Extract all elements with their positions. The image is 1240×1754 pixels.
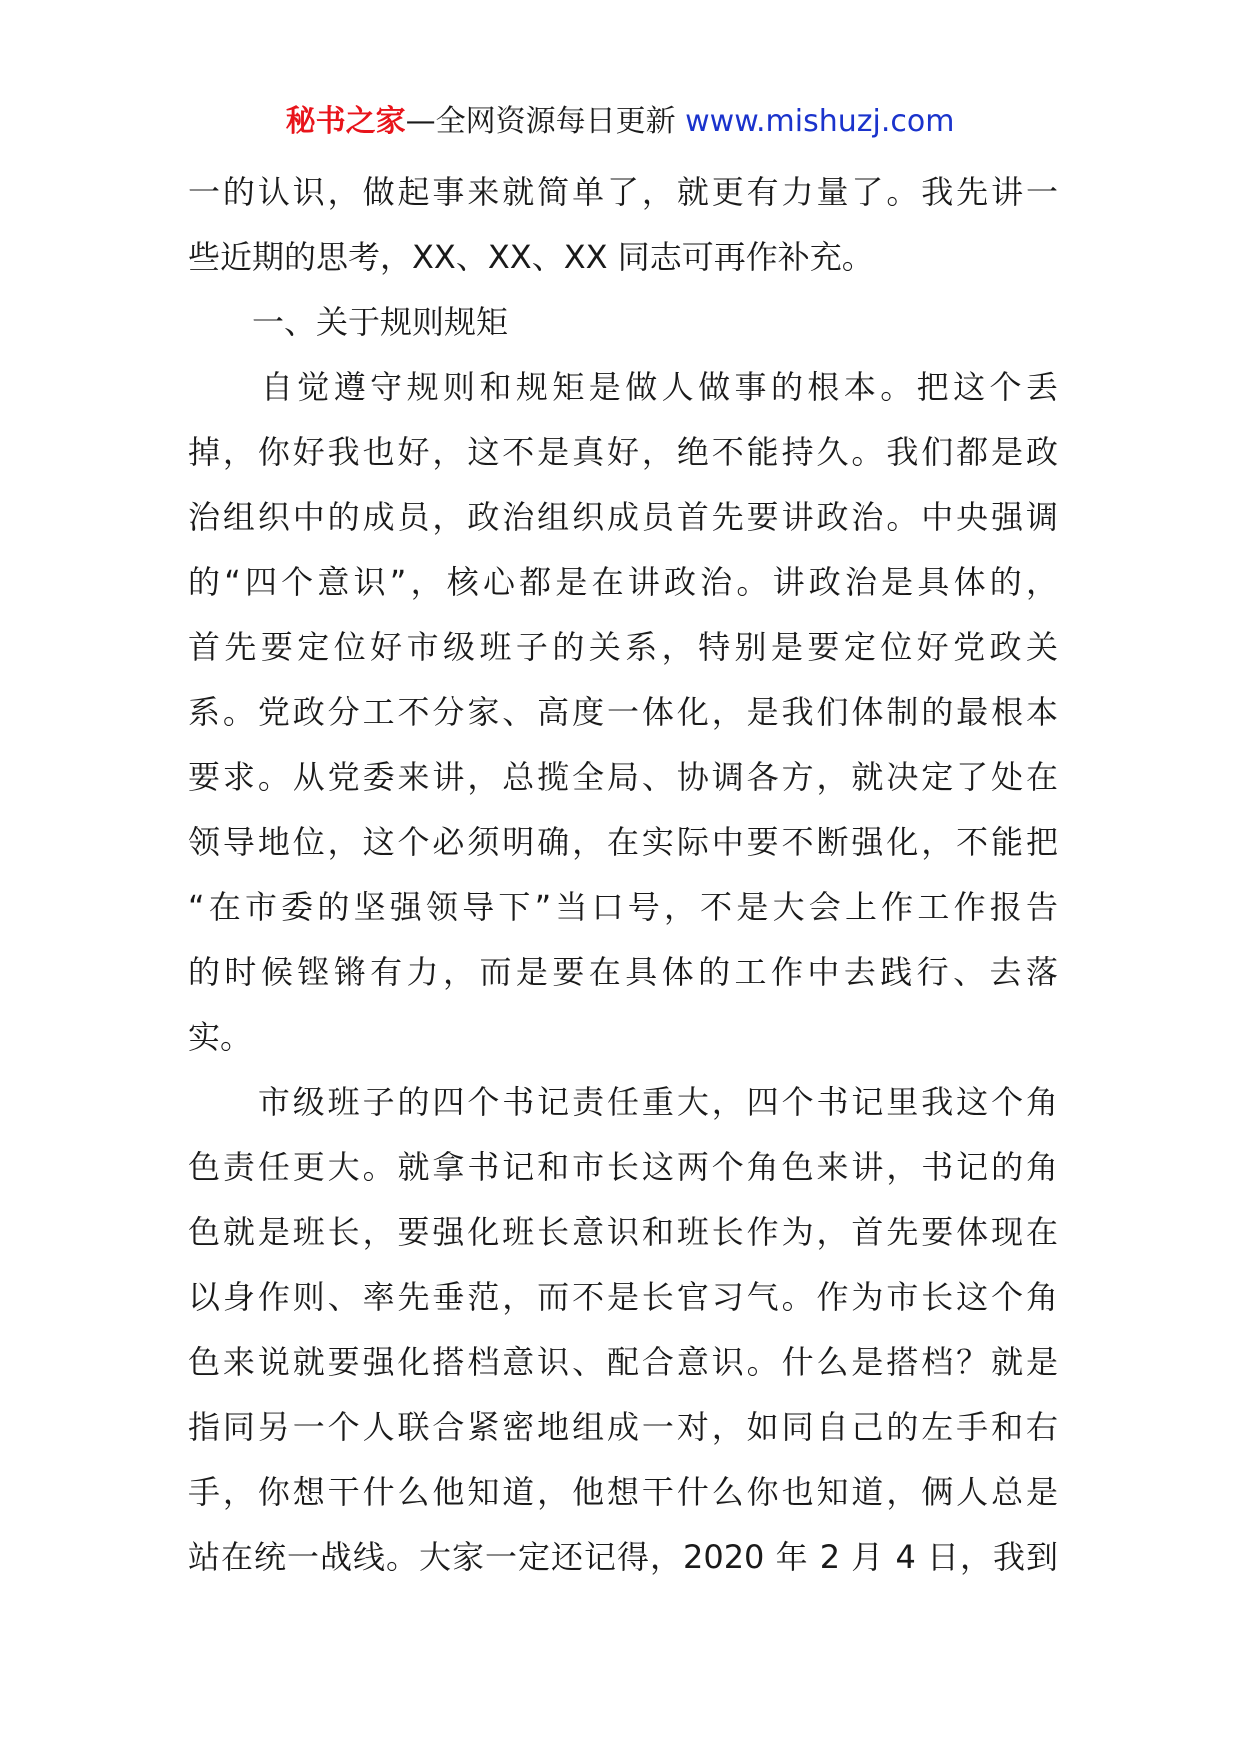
page-header bbox=[0, 100, 1240, 144]
text-line: “在市委的坚强领导下”当口号，不是大会上作工作报告 bbox=[188, 888, 1058, 926]
section-heading: 一、关于规则规矩 bbox=[188, 303, 509, 341]
text-line: 站在统一战线。大家一定还记得，2020 年 2 月 4 日，我到 bbox=[188, 1538, 1058, 1576]
header-brand: 秘书之家 bbox=[285, 104, 406, 139]
text-line: 色责任更大。就拿书记和市长这两个角色来讲，书记的角 bbox=[188, 1148, 1058, 1186]
text-line: 色来说就要强化搭档意识、配合意识。什么是搭档？就是 bbox=[188, 1343, 1058, 1381]
text-line: 治组织中的成员，政治组织成员首先要讲政治。中央强调 bbox=[188, 498, 1058, 536]
text-line: 实。 bbox=[188, 1018, 253, 1056]
header-tagline: —全网资源每日更新 bbox=[405, 104, 686, 139]
text-line: 的时候铿锵有力，而是要在具体的工作中去践行、去落 bbox=[188, 953, 1058, 991]
text-line: 指同另一个人联合紧密地组成一对，如同自己的左手和右 bbox=[188, 1408, 1058, 1446]
document-body bbox=[188, 160, 1058, 1590]
text-line: 要求。从党委来讲，总揽全局、协调各方，就决定了处在 bbox=[188, 758, 1058, 796]
text-line: 掉，你好我也好，这不是真好，绝不能持久。我们都是政 bbox=[188, 433, 1058, 471]
header-site-url[interactable]: www.mishuzj.com bbox=[685, 104, 955, 139]
text-line: 些近期的思考，XX、XX、XX 同志可再作补充。 bbox=[188, 238, 874, 276]
text-line: 色就是班长，要强化班长意识和班长作为，首先要体现在 bbox=[188, 1213, 1058, 1251]
text-line: 一的认识，做起事来就简单了，就更有力量了。我先讲一 bbox=[188, 173, 1058, 211]
text-line: 的“四个意识”，核心都是在讲政治。讲政治是具体的， bbox=[188, 563, 1058, 601]
text-line: 首先要定位好市级班子的关系，特别是要定位好党政关 bbox=[188, 628, 1058, 666]
text-line: 市级班子的四个书记责任重大，四个书记里我这个角 bbox=[188, 1083, 1058, 1121]
text-line: 自觉遵守规则和规矩是做人做事的根本。把这个丢 bbox=[188, 368, 1058, 406]
text-line: 以身作则、率先垂范，而不是长官习气。作为市长这个角 bbox=[188, 1278, 1058, 1316]
text-line: 手，你想干什么他知道，他想干什么你也知道，俩人总是 bbox=[188, 1473, 1058, 1511]
text-line: 系。党政分工不分家、高度一体化，是我们体制的最根本 bbox=[188, 693, 1058, 731]
text-line: 领导地位，这个必须明确，在实际中要不断强化，不能把 bbox=[188, 823, 1058, 861]
